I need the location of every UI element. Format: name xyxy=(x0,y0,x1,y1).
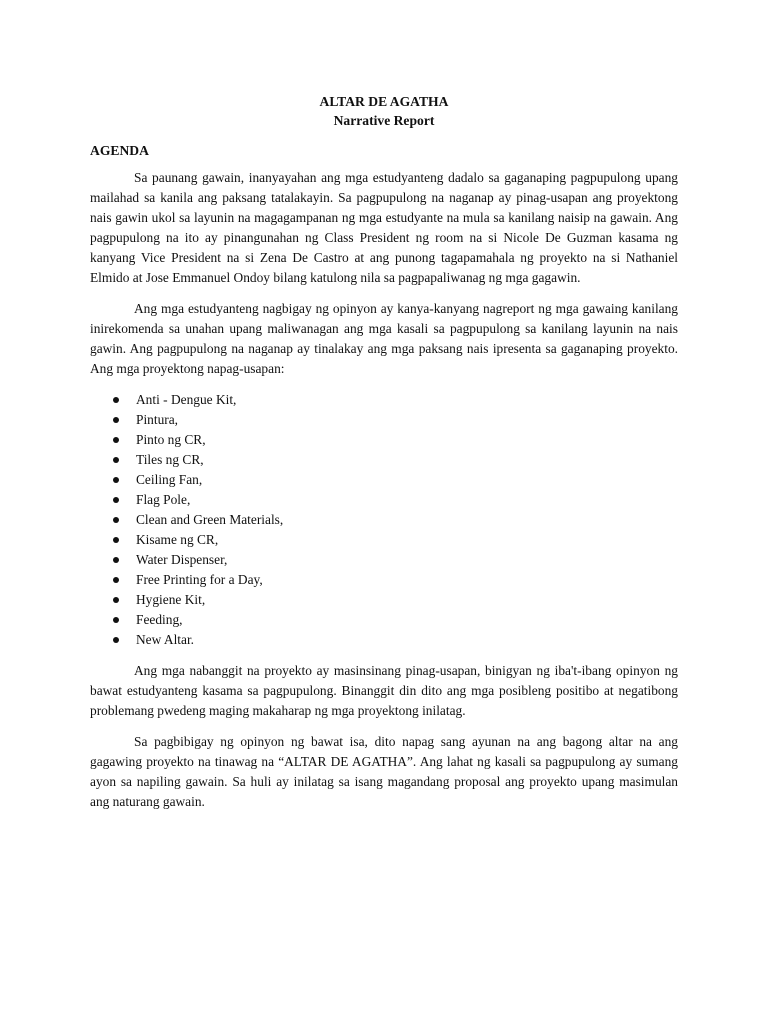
list-item-label: Ceiling Fan, xyxy=(136,472,203,487)
list-item xyxy=(90,410,678,430)
bullet-icon xyxy=(113,477,119,483)
document-page xyxy=(90,92,678,812)
list-item xyxy=(90,610,678,630)
list-item-label: Pintura, xyxy=(136,412,179,427)
bullet-icon xyxy=(113,617,119,623)
paragraph-conclusion: Sa pagbibigay ng opinyon ng bawat isa, dito napag sang ayunan na ang bagong altar na ang gagawing proyekto na tinawag na “ALTAR DE AGATHA”. Ang lahat ng kasali sa pagpupulong ay sumang ayon sa napiling gawain. Sa huli ay inilatag sa isang magandang proposal ang proyekto upang masimulan ang naturang gawain. xyxy=(90,734,678,809)
paragraph-intro: Sa paunang gawain, inanyayahan ang mga estudyanteng dadalo sa gaganaping pagpupulong upang mailahad sa kanila ang paksang tatalakayin. Sa pagpupulong na naganap ay pinag-usapan ang proyektong nais gawin ukol sa layunin na magagampanan ng mga estudyante na mula sa kanilang naisip na gawain. Ang pagpupulong na ito ay pinangunahan ng Class President ng room na si Nicole De Guzman kasama ng kanyang Vice President na si Zena De Castro at ang punong tagapamahala ng proyekto na si Nathaniel Elmido at Jose Emmanuel Ondoy bilang katulong nila sa pagpapaliwanag ng mga gagawin. xyxy=(90,170,678,285)
list-item-label: Free Printing for a Day, xyxy=(136,572,263,587)
list-item-label: New Altar. xyxy=(136,632,195,647)
document-title: ALTAR DE AGATHA xyxy=(319,94,449,109)
project-list xyxy=(90,390,678,650)
bullet-icon xyxy=(113,537,119,543)
bullet-icon xyxy=(113,417,119,423)
bullet-icon xyxy=(113,577,119,583)
list-item-label: Water Dispenser, xyxy=(136,552,228,567)
section-heading-agenda: AGENDA xyxy=(90,143,149,158)
list-item xyxy=(90,570,678,590)
bullet-icon xyxy=(113,457,119,463)
paragraph-discussion: Ang mga nabanggit na proyekto ay masinsinang pinag-usapan, binigyan ng iba't-ibang opinyon ng bawat estudyanteng kasama sa pagpupulong. Binanggit din dito ang mga posibleng positibo at negatibong problemang pwedeng maging makaharap ng mga proyektong inilatag. xyxy=(90,663,678,718)
list-item xyxy=(90,450,678,470)
document-subtitle: Narrative Report xyxy=(333,113,435,128)
list-item-label: Anti - Dengue Kit, xyxy=(136,392,237,407)
list-item-label: Clean and Green Materials, xyxy=(136,512,284,527)
bullet-icon xyxy=(113,497,119,503)
list-item xyxy=(90,490,678,510)
paragraph-reports: Ang mga estudyanteng nagbigay ng opinyon ay kanya-kanyang nagreport ng mga gawaing kanilang inirekomenda sa unahan upang maliwanagan ang mga kasali sa pagpupulong sa kanilang layunin na nais gawin. Ang pagpupulong na naganap ay tinalakay ang mga paksang nais ipresenta sa gaganaping proyekto. Ang mga proyektong napag-usapan: xyxy=(90,301,678,376)
list-item xyxy=(90,430,678,450)
list-item xyxy=(90,530,678,550)
list-item-label: Feeding, xyxy=(136,612,183,627)
bullet-icon xyxy=(113,437,119,443)
list-item xyxy=(90,630,678,650)
list-item xyxy=(90,550,678,570)
list-item-label: Tiles ng CR, xyxy=(136,452,204,467)
list-item xyxy=(90,390,678,410)
list-item-label: Kisame ng CR, xyxy=(136,532,219,547)
bullet-icon xyxy=(113,397,119,403)
bullet-icon xyxy=(113,557,119,563)
list-item xyxy=(90,590,678,610)
list-item-label: Hygiene Kit, xyxy=(136,592,206,607)
bullet-icon xyxy=(113,517,119,523)
list-item xyxy=(90,470,678,490)
bullet-icon xyxy=(113,597,119,603)
bullet-icon xyxy=(113,637,119,643)
list-item-label: Pinto ng CR, xyxy=(136,432,206,447)
list-item xyxy=(90,510,678,530)
list-item-label: Flag Pole, xyxy=(136,492,191,507)
